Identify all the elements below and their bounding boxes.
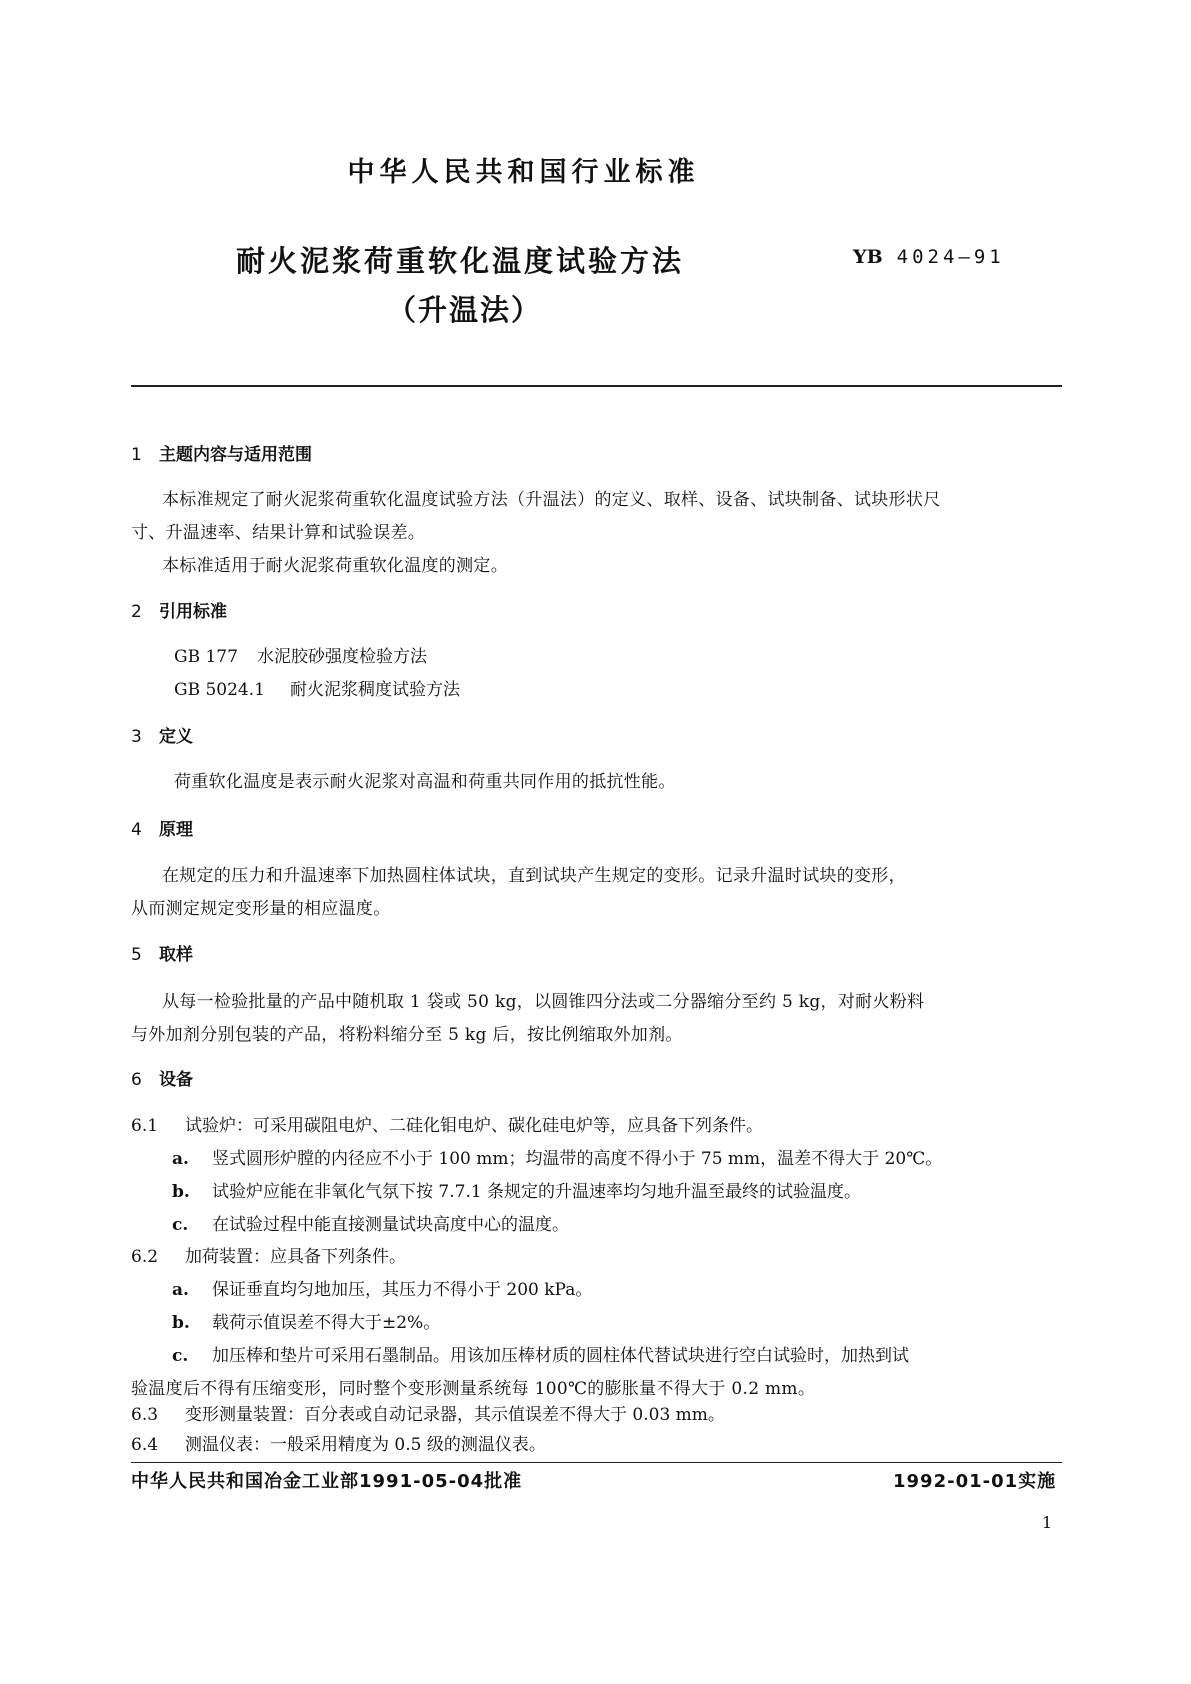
section-number: 6	[131, 1070, 142, 1090]
section-title: 取样	[159, 945, 193, 965]
clause-6-3	[131, 1403, 725, 1427]
section-title: 设备	[159, 1070, 193, 1090]
clause-text: 变形测量装置：百分表或自动记录器，其示值误差不得大于 0.03 mm。	[185, 1405, 725, 1425]
document-subtitle: （升温法）	[387, 293, 543, 327]
list-item	[172, 1344, 909, 1368]
clause-6-2	[131, 1245, 406, 1269]
paragraph-line: 从每一检验批量的产品中随机取 1 袋或 50 kg，以圆锥四分法或二分器缩分至约 5 kg，对耐火粉料	[162, 992, 925, 1012]
list-item	[172, 1180, 861, 1204]
clause-text: 加荷装置：应具备下列条件。	[185, 1247, 406, 1267]
document-title: 耐火泥浆荷重软化温度试验方法	[236, 244, 685, 278]
clause-number: 6.2	[131, 1247, 159, 1267]
reference-title: 耐火泥浆稠度试验方法	[290, 680, 460, 700]
section-number: 2	[131, 602, 142, 622]
section-title: 引用标准	[159, 602, 227, 622]
list-marker: c.	[172, 1346, 189, 1366]
list-marker: b.	[172, 1182, 190, 1202]
section-number: 3	[131, 727, 142, 747]
section-heading-6	[131, 1068, 193, 1092]
section-number: 4	[131, 820, 142, 840]
standard-code	[853, 245, 1005, 269]
list-text: 加压棒和垫片可采用石墨制品。用该加压棒材质的圆柱体代替试块进行空白试验时，加热到试	[212, 1346, 909, 1366]
paragraph-line: 荷重软化温度是表示耐火泥浆对高温和荷重共同作用的抵抗性能。	[174, 772, 676, 792]
list-text: 载荷示值误差不得大于±2%。	[212, 1313, 441, 1333]
section-heading-2	[131, 600, 227, 624]
list-marker: a.	[172, 1280, 189, 1300]
paragraph-line: 寸、升温速率、结果计算和试验误差。	[131, 523, 426, 543]
list-text: 在试验过程中能直接测量试块高度中心的温度。	[212, 1215, 569, 1235]
clause-6-1	[131, 1114, 763, 1138]
paragraph-line: 本标准适用于耐火泥浆荷重软化温度的测定。	[162, 556, 508, 576]
implementation-date: 1992-01-01实施	[893, 1471, 1057, 1492]
clause-text: 测温仪表：一般采用精度为 0.5 级的测温仪表。	[185, 1435, 546, 1455]
section-title: 主题内容与适用范围	[159, 445, 312, 465]
page-number: 1	[1042, 1513, 1053, 1532]
section-heading-5	[131, 943, 193, 967]
list-item	[172, 1213, 569, 1237]
standard-code-number: 4024—91	[896, 246, 1005, 268]
approval-statement: 中华人民共和国冶金工业部1991-05-04批准	[131, 1471, 523, 1492]
clause-number: 6.4	[131, 1435, 159, 1455]
list-item	[172, 1311, 440, 1335]
list-item	[172, 1278, 592, 1302]
clause-number: 6.3	[131, 1405, 159, 1425]
list-text: 竖式圆形炉膛的内径应不小于 100 mm；均温带的高度不得小于 75 mm，温差不得大于 20℃。	[212, 1149, 943, 1169]
standard-code-prefix: YB	[853, 246, 883, 268]
reference-item	[174, 678, 460, 702]
header-divider	[131, 385, 1062, 387]
paragraph-line: 与外加剂分别包装的产品，将粉料缩分至 5 kg 后，按比例缩取外加剂。	[131, 1025, 683, 1045]
list-marker: c.	[172, 1215, 189, 1235]
reference-item	[174, 645, 427, 669]
section-number: 5	[131, 945, 142, 965]
reference-code: GB 5024.1	[174, 680, 265, 700]
paragraph-line: 在规定的压力和升温速率下加热圆柱体试块，直到试块产生规定的变形。记录升温时试块的变形，	[162, 866, 906, 886]
section-title: 定义	[159, 727, 193, 747]
paragraph-line: 从而测定规定变形量的相应温度。	[131, 899, 391, 919]
section-heading-4	[131, 818, 193, 842]
section-title: 原理	[159, 820, 193, 840]
clause-text: 试验炉：可采用碳阻电炉、二硅化钼电炉、碳化硅电炉等，应具备下列条件。	[185, 1116, 763, 1136]
section-number: 1	[131, 445, 142, 465]
paragraph-line: 验温度后不得有压缩变形，同时整个变形测量系统每 100℃的膨胀量不得大于 0.2 mm。	[131, 1379, 816, 1399]
clause-number: 6.1	[131, 1116, 159, 1136]
issuing-authority-heading: 中华人民共和国行业标准	[347, 157, 700, 188]
list-marker: b.	[172, 1313, 190, 1333]
list-item	[172, 1147, 942, 1171]
section-heading-3	[131, 725, 193, 749]
list-text: 试验炉应能在非氧化气氛下按 7.7.1 条规定的升温速率均匀地升温至最终的试验温度。	[212, 1182, 862, 1202]
list-marker: a.	[172, 1149, 189, 1169]
paragraph-line: 本标准规定了耐火泥浆荷重软化温度试验方法（升温法）的定义、取样、设备、试块制备、试块形状尺	[162, 490, 941, 510]
footer-divider	[131, 1462, 1062, 1463]
section-heading-1	[131, 443, 312, 467]
clause-6-4	[131, 1433, 546, 1457]
reference-title: 水泥胶砂强度检验方法	[257, 647, 427, 667]
list-text: 保证垂直均匀地加压，其压力不得小于 200 kPa。	[212, 1280, 593, 1300]
reference-code: GB 177	[174, 647, 238, 667]
